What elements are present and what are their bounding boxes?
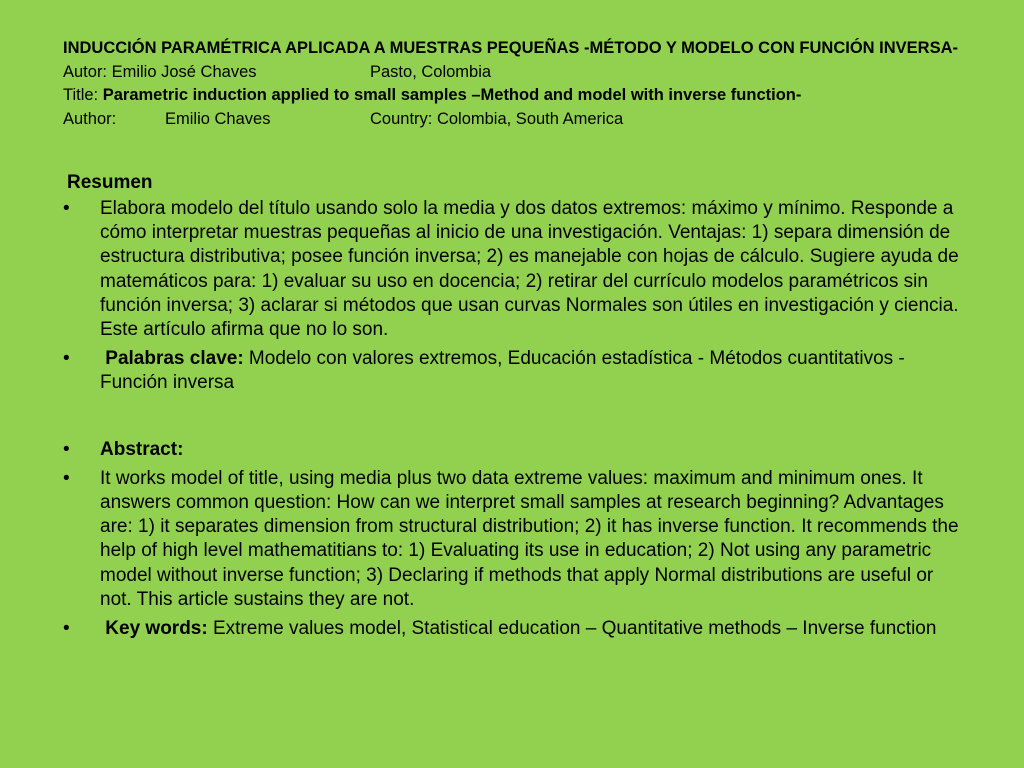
palabras-clave-label: Palabras clave: bbox=[100, 348, 244, 370]
english-title-label: Title: bbox=[63, 86, 103, 104]
abstract-text: It works model of title, using media plus two data extreme values: maximum and minimum ones. It answers common question: How can we interpret small samples at research beginning? Advantages are: 1) it separates dimension from structural distribution; 2) it has inverse function. It recommends the help of high level mathematitians to: 1) Evaluating its use in education; 2) Not using any parametric model without inverse function; 3) Declaring if methods that apply Normal distributions are useful or not. This article sustains they are not. bbox=[100, 467, 959, 610]
key-words-text: Extreme values model, Statistical education – Quantitative methods – Inverse function bbox=[207, 618, 937, 640]
palabras-clave-text: Modelo con valores extremos, Educación estadística - Métodos cuantitativos - Función inversa bbox=[100, 348, 911, 394]
bullet-mark: • bbox=[63, 467, 70, 489]
section-spacer bbox=[63, 401, 968, 438]
english-author-row bbox=[63, 108, 963, 132]
english-author-label: Author: bbox=[63, 109, 117, 128]
abstract-heading: Abstract: bbox=[100, 438, 184, 460]
key-words-item bbox=[63, 617, 968, 641]
abstract-heading-item bbox=[63, 438, 968, 462]
english-author: Emilio Chaves bbox=[165, 109, 271, 128]
resumen-text: Elabora modelo del título usando solo la media y dos datos extremos: máximo y mínimo. Responde a cómo interpretar muestras pequeñas al inicio de una investigación. Ventajas: 1) separa dimensión de estructura distributiva; posee función inversa; 2) es manejable con hojas de cálculo. Sugiere ayuda de matemáticos para: 1) evaluar su uso en docencia; 2) retirar del currículo modelos paramétricos sin función inversa; 3) aclarar si métodos que usan curvas Normales son útiles en investigación y ciencia. Este artículo afirma que no lo son. bbox=[100, 198, 959, 341]
bullet-mark: • bbox=[63, 198, 70, 219]
key-words-label: Key words: bbox=[100, 618, 208, 640]
english-title: Parametric induction applied to small samples –Method and model with inverse function- bbox=[102, 86, 802, 104]
spanish-place: Pasto, Colombia bbox=[370, 62, 492, 81]
spanish-title: INDUCCIÓN PARAMÉTRICA APLICADA A MUESTRAS PEQUEÑAS -MÉTODO Y MODELO CON FUNCIÓN INVERSA- bbox=[63, 39, 959, 57]
english-country: Country: Colombia, South America bbox=[370, 109, 624, 128]
english-title-row bbox=[63, 84, 963, 108]
abstract-paragraph bbox=[63, 467, 968, 612]
bullet-mark: • bbox=[63, 438, 70, 460]
palabras-clave-item bbox=[63, 347, 968, 395]
slide-content bbox=[63, 197, 968, 646]
bullet-mark: • bbox=[63, 348, 70, 370]
bullet-mark: • bbox=[63, 618, 70, 640]
spanish-author-row bbox=[63, 61, 963, 85]
slide-header bbox=[63, 37, 963, 131]
resumen-heading: Resumen bbox=[67, 172, 153, 193]
resumen-paragraph bbox=[63, 197, 968, 342]
spanish-author: Autor: Emilio José Chaves bbox=[63, 62, 257, 81]
